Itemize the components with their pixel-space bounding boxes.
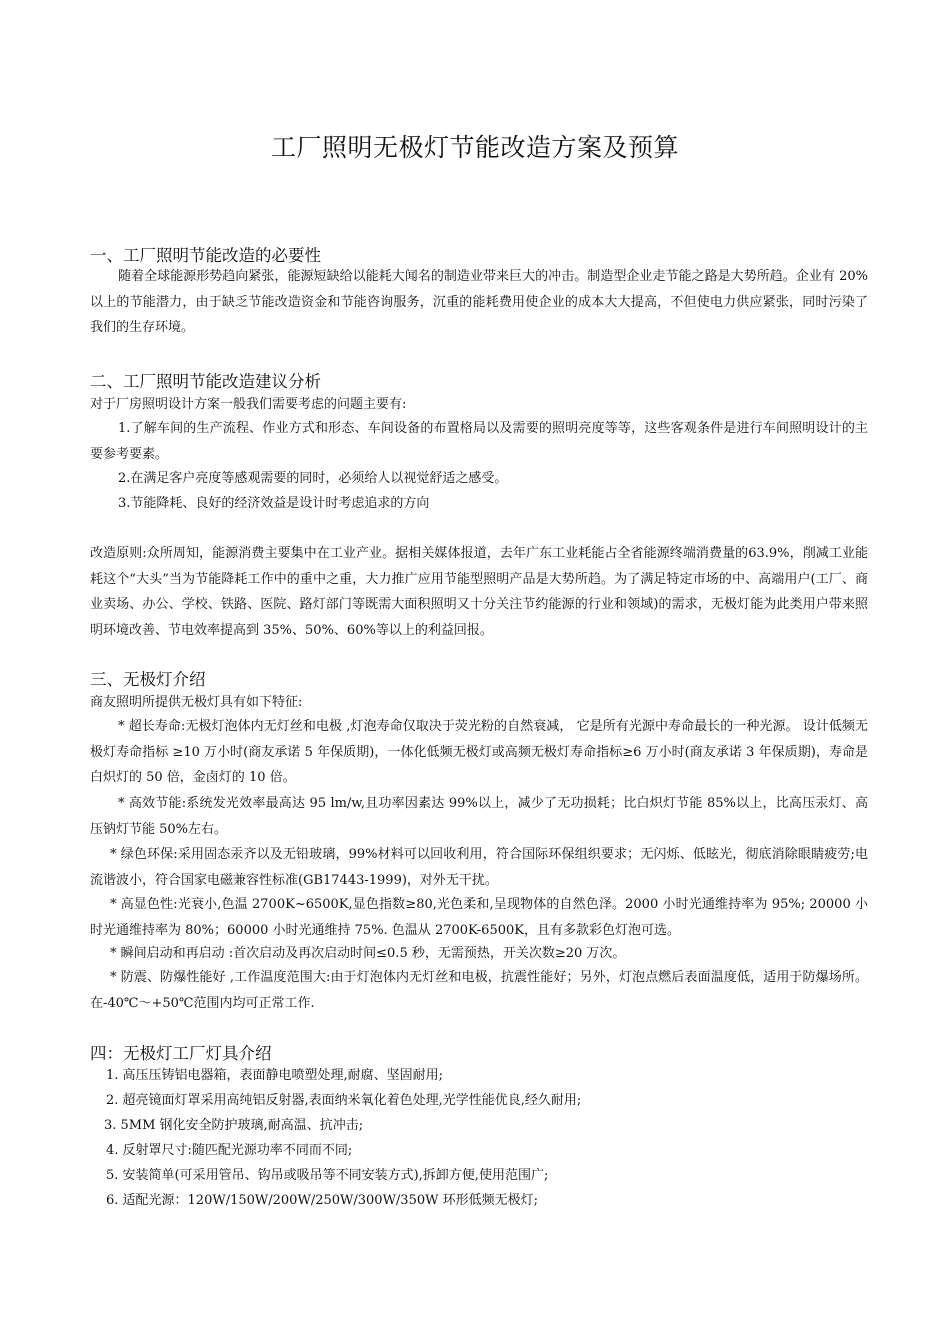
section-2-principle: 改造原则:众所周知，能源消费主要集中在工业产业。据相关媒体报道，去年广东工业耗能占全省能源终端消费量的63.9%，削减工业能耗这个“大头”当为节能降耗工作中的重中之重，大力推广应用节能型照明产品是大势所趋。为了满足特定市场的中、高端用户(工厂、商业卖场、办公、学校、铁路、医院、路灯部门等既需大面积照明又十分关注节约能源的行业和领域)的需求，无极灯能为此类用户带来照明环境改善、节电效率提高到 35%、50%、60%等以上的利益回报。 (90, 546, 868, 638)
section-3-heading: 三、无极灯介绍 (90, 670, 206, 689)
document-title: 工厂照明无极灯节能改造方案及预算 (270, 133, 679, 162)
section-3-intro: 商友照明所提供无极灯具有如下特征: (90, 695, 303, 710)
feature-shockproof: * 防震、防爆性能好 ,工作温度范围大:由于灯泡体内无灯丝和电极，抗震性能好；另外，灯泡点燃后表面温度低，适用于防爆场所。在-40℃～+50℃范围内均可正常工作. (90, 970, 868, 1011)
feature-color-rendering: * 高显色性:光衰小,色温 2700K~6500K,显色指数≥80,光色柔和,呈现物体的自然色泽。2000 小时光通维持率为 95%; 20000 小时光通维持率为 80%；60000 小时光通维持 75%. 色温从 2700K-6500K，且有多款彩色灯泡可选。 (90, 897, 868, 938)
section-1-heading: 一、工厂照明节能改造的必要性 (90, 246, 321, 265)
feature-green: * 绿色环保:采用固态汞齐以及无铅玻璃，99%材料可以回收利用，符合国际环保组织要求；无闪烁、低眩光，彻底消除眼睛疲劳;电流谐波小，符合国家电磁兼容性标准(GB17443-1999)，对外无干扰。 (90, 847, 868, 888)
feature-energy-saving: * 高效节能:系统发光效率最高达 95 lm/w,且功率因素达 99%以上，减少了无功损耗；比白炽灯节能 85%以上，比高压汞灯、高压钠灯节能 50%左右。 (90, 796, 868, 837)
list-item: 5. 安装简单(可采用管吊、钩吊或吸吊等不同安装方式),拆卸方便,使用范围广; (106, 1168, 549, 1183)
section-1-paragraph: 随着全球能源形势趋向紧张，能源短缺给以能耗大闻名的制造业带来巨大的冲击。制造型企业走节能之路是大势所趋。企业有 20%以上的节能潜力，由于缺乏节能改造资金和节能咨询服务，沉重的能耗费用使企业的成本大大提高，不但使电力供应紧张，同时污染了我们的生存环境。 (90, 269, 868, 335)
feature-instant-start: * 瞬间启动和再启动 :首次启动及再次启动时间≤0.5 秒，无需预热，开关次数≥20 万次。 (110, 946, 626, 961)
section-2-intro: 对于厂房照明设计方案一般我们需要考虑的问题主要有: (90, 397, 407, 412)
section-2-item-3: 3.节能降耗、良好的经济效益是设计时考虑追求的方向 (118, 496, 430, 511)
section-2-item-1: 1.了解车间的生产流程、作业方式和形态、车间设备的布置格局以及需要的照明亮度等等，这些客观条件是进行车间照明设计的主要参考要素。 (90, 421, 868, 462)
section-2-item-2: 2.在满足客户亮度等感观需要的同时，必须给人以视觉舒适之感受。 (118, 471, 508, 486)
section-2-heading: 二、工厂照明节能改造建议分析 (90, 372, 321, 391)
list-item: 2. 超亮镜面灯罩采用高纯铝反射器,表面纳米氧化着色处理,光学性能优良,经久耐用; (106, 1093, 582, 1108)
list-item: 3. 5MM 钢化安全防护玻璃,耐高温、抗冲击; (104, 1118, 364, 1133)
feature-long-life: * 超长寿命:无极灯泡体内无灯丝和电极 ,灯泡寿命仅取决于荧光粉的自然衰减， 它是所有光源中寿命最长的一种光源。 设计低频无极灯寿命指标 ≥10 万小时(商友承诺 5 年保质期)，一体化低频无极灯或高频无极灯寿命指标≥6 万小时(商友承诺 3 年保质期)，寿命是白炽灯的 50 倍，金卤灯的 10 倍。 (90, 719, 868, 785)
list-item: 1. 高压压铸铝电器箱，表面静电喷塑处理,耐腐、坚固耐用; (106, 1068, 444, 1083)
list-item: 6. 适配光源：120W/150W/200W/250W/300W/350W 环形低频无极灯; (106, 1193, 538, 1208)
list-item: 4. 反射罩尺寸:随匹配光源功率不同而不同; (106, 1143, 353, 1158)
section-4-heading: 四：无极灯工厂灯具介绍 (90, 1044, 272, 1063)
